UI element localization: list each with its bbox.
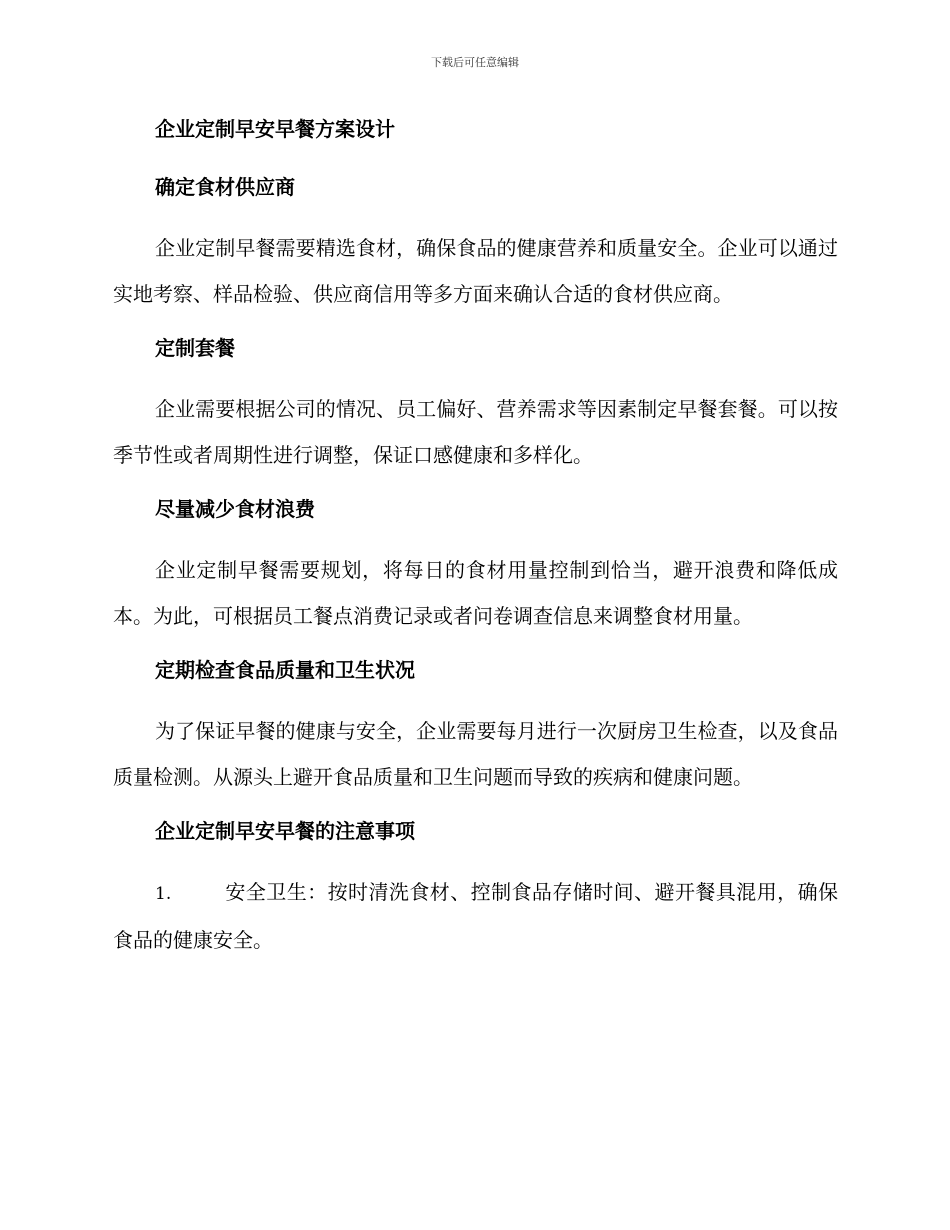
section-heading-set-meal: 定制套餐	[155, 336, 235, 360]
document-body	[113, 110, 838, 963]
section-heading-inspection: 定期检查食品质量和卫生状况	[155, 658, 415, 682]
document-title: 企业定制早安早餐方案设计	[155, 117, 395, 141]
list-item	[113, 870, 838, 963]
section-body-inspection: 为了保证早餐的健康与安全，企业需要每月进行一次厨房卫生检查，以及食品质量检测。从源头上避开食品质量和卫生问题而导致的疾病和健康问题。	[113, 719, 838, 789]
notes-heading: 企业定制早安早餐的注意事项	[155, 819, 415, 843]
section-body-reduce-waste: 企业定制早餐需要规划，将每日的食材用量控制到恰当，避开浪费和降低成本。为此，可根据员工餐点消费记录或者问卷调查信息来调整食材用量。	[113, 558, 838, 628]
list-item-number: 1.	[155, 884, 172, 904]
list-item-text: 安全卫生：按时清洗食材、控制食品存储时间、避开餐具混用，确保食品的健康安全。	[113, 880, 838, 952]
section-heading-suppliers: 确定食材供应商	[155, 175, 295, 199]
section-heading-reduce-waste: 尽量减少食材浪费	[155, 497, 315, 521]
section-body-set-meal: 企业需要根据公司的情况、员工偏好、营养需求等因素制定早餐套餐。可以按季节性或者周期性进行调整，保证口感健康和多样化。	[113, 397, 838, 467]
header-note: 下载后可任意编辑	[431, 56, 519, 69]
section-body-suppliers: 企业定制早餐需要精选食材，确保食品的健康营养和质量安全。企业可以通过实地考察、样品检验、供应商信用等多方面来确认合适的食材供应商。	[113, 236, 838, 306]
